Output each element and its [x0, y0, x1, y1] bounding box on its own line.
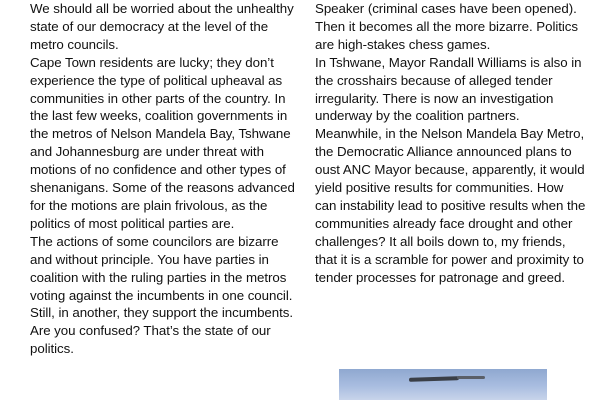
left-column	[30, 0, 300, 358]
right-column	[315, 0, 587, 287]
paragraph: Cape Town residents are lucky; they don’t experience the type of political upheaval as communities in other parts of the country. In the last few weeks, coalition governments in the metros of Nelson Mandela Bay, Tshwane and Johannesburg are under threat with motions of no confidence and other types of shenanigans. Some of the reasons advanced for the motions are plain frivolous, as the politics of most political parties are.	[30, 54, 295, 231]
paragraph: The actions of some councilors are bizarre and without principle. You have parties in coalition with the ruling parties in the metros voting against the incumbents in one council. Still, in another, they support the incumbents. Are you confused? That’s the state of our politics.	[30, 233, 294, 357]
photo-dark-streak	[409, 376, 459, 382]
photo-dark-streak	[457, 376, 485, 379]
paragraph: We should all be worried about the unhealthy state of our democracy at the level of the metro councils.	[30, 1, 294, 52]
paragraph: In Tshwane, Mayor Randall Williams is also in the crosshairs because of alleged tender irregularity. There is now an investigation underway by the coalition partners. Meanwhile, in the Nelson Mandela Bay Metro, the Democratic Alliance announced plans to oust ANC Mayor because, apparently, it would yield positive results for communities. How can instability lead to positive results when the communities already face drought and other challenges? It all boils down to, my friends, that it is a scramble for power and proximity to tender processes for patronage and greed.	[315, 54, 586, 285]
paragraph: Speaker (criminal cases have been opened). Then it becomes all the more bizarre. Politics are high-stakes chess games.	[315, 1, 579, 52]
article-photo	[339, 369, 547, 400]
